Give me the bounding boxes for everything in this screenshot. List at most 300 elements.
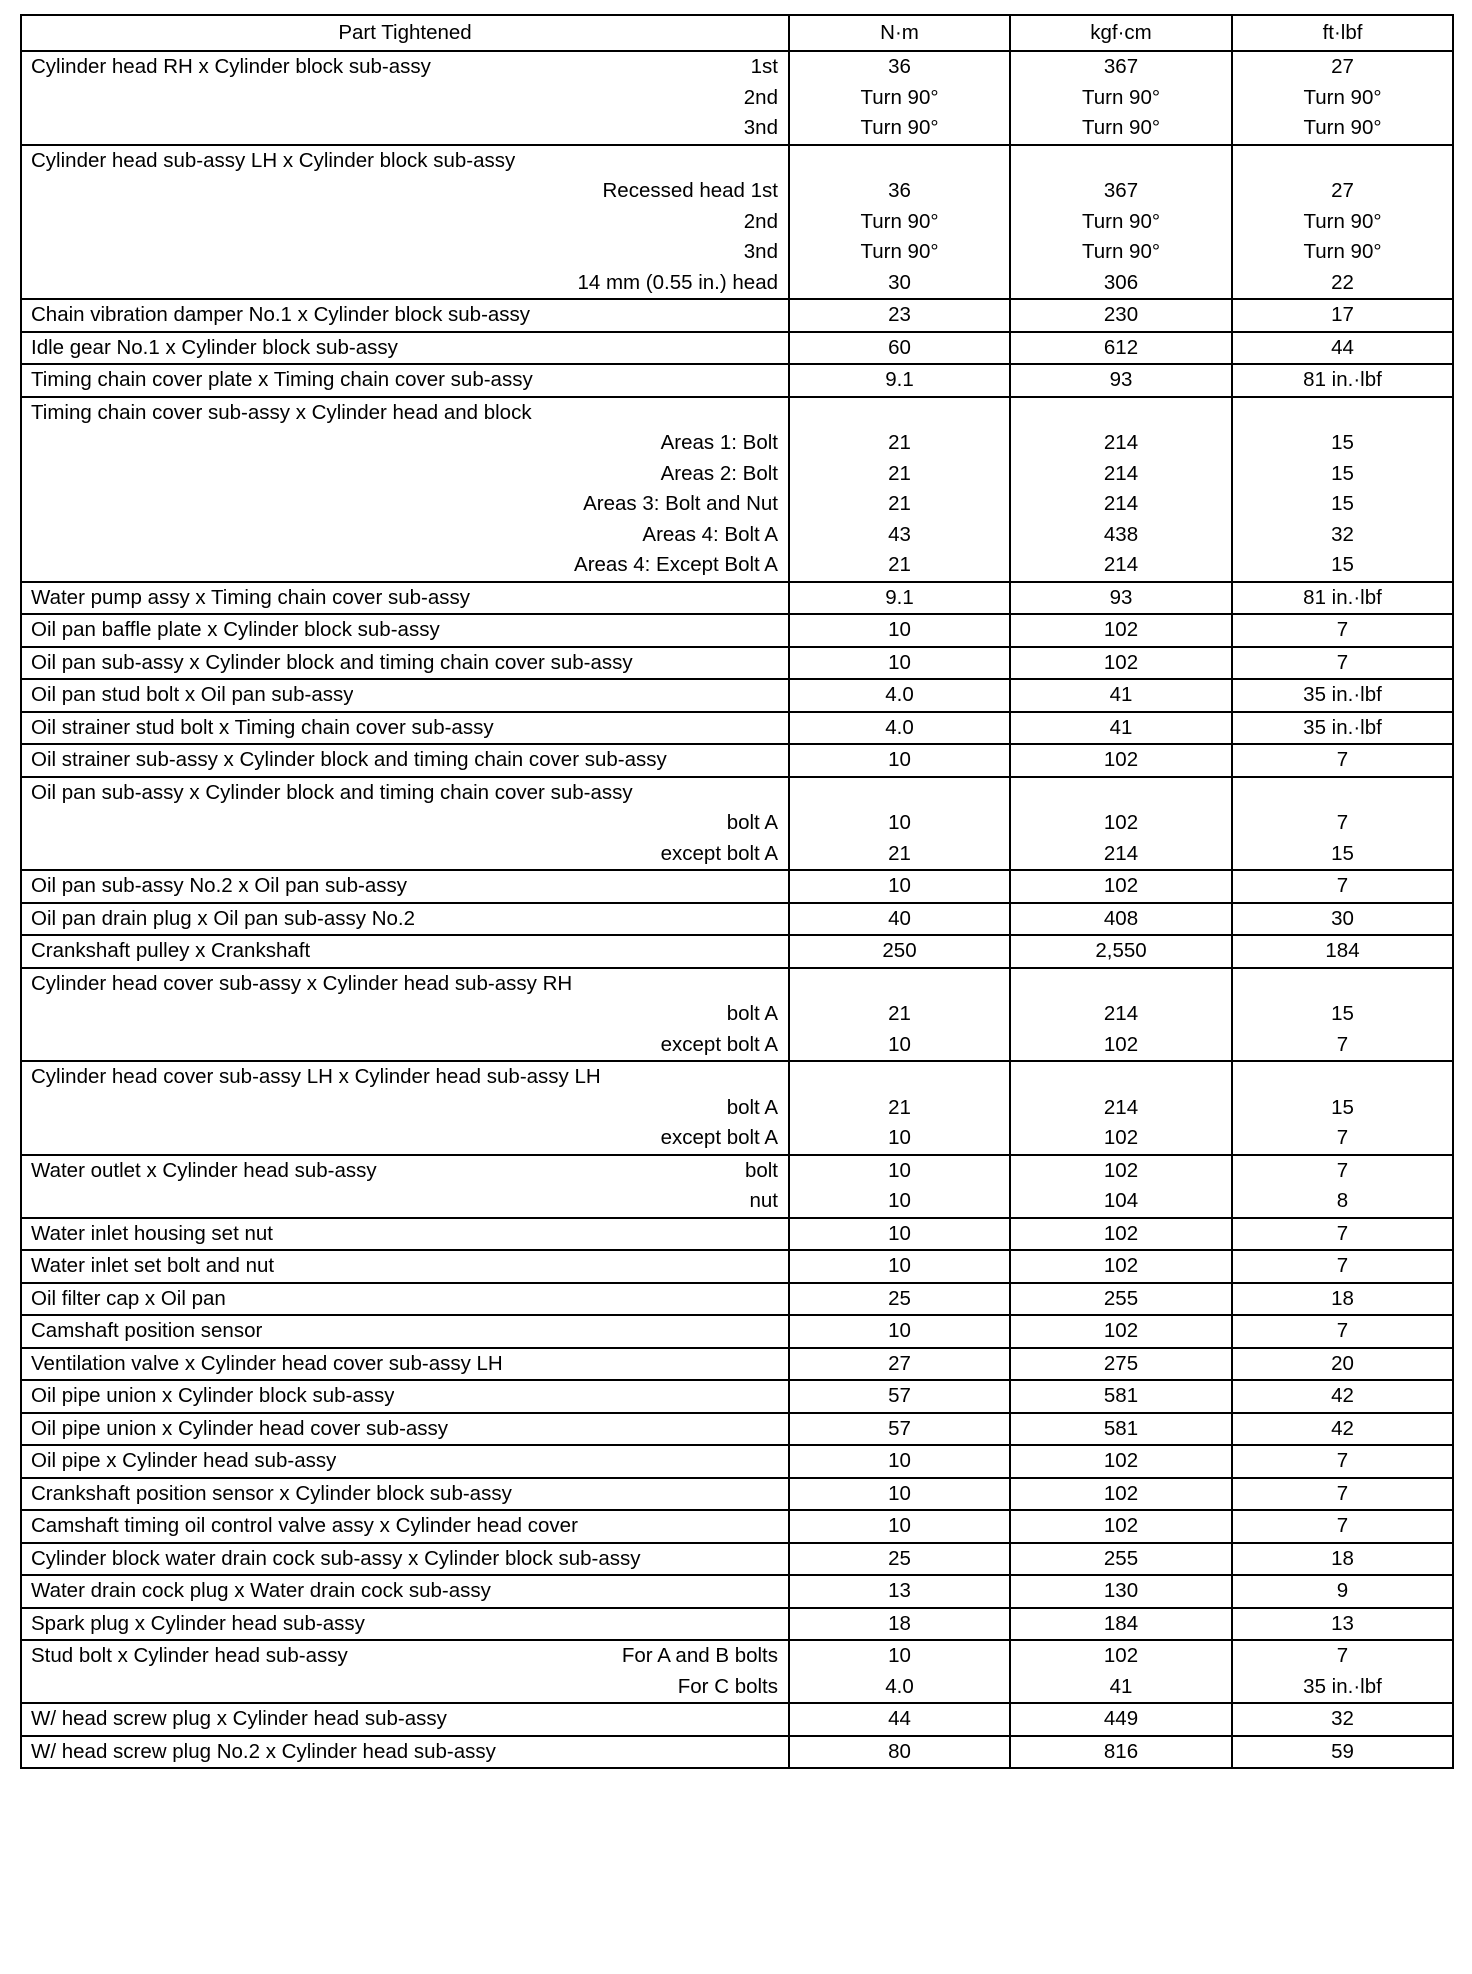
table-row: [21, 1510, 1453, 1543]
part-cell: [21, 1543, 789, 1576]
torque-value: 214: [1103, 553, 1139, 576]
nm-value-cell: [789, 1283, 1010, 1316]
part-cell: [21, 647, 789, 680]
kgf-cm-value-cell: [1010, 679, 1232, 712]
nm-value-cell: [789, 364, 1010, 397]
torque-value: 22: [1331, 270, 1354, 294]
part-line: [22, 1284, 788, 1315]
part-label: Water outlet x Cylinder head sub-assy: [31, 1158, 377, 1182]
kgf-cm-value-cell: [1010, 1413, 1232, 1446]
part-line: [22, 520, 788, 551]
header-kgf-cm: kgf·cm: [1010, 15, 1232, 51]
torque-value: 102: [1103, 618, 1139, 641]
part-label: Water drain cock plug x Water drain cock sub-assy: [31, 1579, 491, 1602]
torque-value: 10: [888, 1221, 911, 1245]
torque-value: 21: [888, 461, 911, 485]
part-cell: [21, 1061, 789, 1155]
part-sublabel: 2nd: [743, 85, 778, 109]
part-label: Stud bolt x Cylinder head sub-assy: [31, 1644, 348, 1667]
torque-value: 8: [1336, 1189, 1349, 1212]
ft-lbf-value-cell: [1232, 647, 1453, 680]
ft-lbf-value-cell: [1232, 903, 1453, 936]
nm-value-cell: [789, 647, 1010, 680]
nm-value-cell: [789, 614, 1010, 647]
part-line: [22, 680, 788, 711]
table-row: [21, 299, 1453, 332]
torque-value: 17: [1331, 303, 1354, 326]
torque-value: 102: [1103, 650, 1139, 674]
kgf-cm-value-cell: [1010, 1640, 1232, 1703]
torque-value: [1011, 969, 1231, 1000]
torque-value: 9.1: [885, 368, 914, 391]
torque-value: 44: [1331, 335, 1354, 359]
nm-value-cell: [789, 1510, 1010, 1543]
torque-value: 9.1: [885, 585, 914, 609]
ft-lbf-value-cell: [1232, 1250, 1453, 1283]
torque-value: 36: [888, 55, 911, 78]
table-row: [21, 1575, 1453, 1608]
ft-lbf-value-cell: [1232, 968, 1453, 1062]
torque-value: [1011, 146, 1231, 177]
part-line: [22, 871, 788, 902]
ft-lbf-value-cell: [1232, 1445, 1453, 1478]
nm-value-cell: [789, 1703, 1010, 1736]
nm-value-cell: [789, 903, 1010, 936]
torque-value: Turn 90°: [860, 209, 939, 233]
header-nm: N·m: [789, 15, 1010, 51]
torque-value: 32: [1331, 522, 1354, 546]
torque-value: [1233, 778, 1452, 809]
kgf-cm-value-cell: [1010, 145, 1232, 300]
torque-value: 60: [888, 335, 911, 359]
kgf-cm-value-cell: [1010, 647, 1232, 680]
torque-value: 21: [888, 1095, 911, 1119]
torque-value: 27: [1331, 179, 1354, 202]
kgf-cm-value-cell: [1010, 1736, 1232, 1769]
table-row: [21, 1061, 1453, 1155]
part-line: [22, 52, 788, 83]
torque-value: 25: [888, 1546, 911, 1570]
ft-lbf-value-cell: [1232, 397, 1453, 582]
part-cell: [21, 51, 789, 145]
torque-value: 81 in.·lbf: [1303, 585, 1382, 609]
header-row: [21, 15, 1453, 51]
part-label: Cylinder head cover sub-assy LH x Cylinder head sub-assy LH: [31, 1065, 601, 1088]
part-cell: [21, 1736, 789, 1769]
kgf-cm-value-cell: [1010, 903, 1232, 936]
torque-value: 7: [1336, 1126, 1349, 1149]
part-cell: [21, 1575, 789, 1608]
torque-value: 214: [1103, 492, 1139, 515]
part-label: Cylinder head cover sub-assy x Cylinder head sub-assy RH: [31, 971, 573, 995]
part-sublabel: bolt A: [726, 1002, 778, 1025]
part-line: [22, 1349, 788, 1380]
torque-value: 102: [1103, 1644, 1139, 1667]
torque-value: 102: [1103, 748, 1139, 771]
part-cell: [21, 744, 789, 777]
part-label: Water inlet set bolt and nut: [31, 1254, 275, 1277]
nm-value-cell: [789, 1575, 1010, 1608]
part-sublabel: except bolt A: [660, 1126, 778, 1149]
part-label: Timing chain cover plate x Timing chain cover sub-assy: [31, 368, 533, 391]
ft-lbf-value-cell: [1232, 614, 1453, 647]
torque-value: 581: [1103, 1416, 1139, 1440]
ft-lbf-value-cell: [1232, 1640, 1453, 1703]
torque-value: 184: [1103, 1611, 1139, 1635]
torque-value: 57: [888, 1416, 911, 1440]
torque-value: Turn 90°: [1303, 240, 1382, 263]
part-line: [22, 398, 788, 429]
ft-lbf-value-cell: [1232, 744, 1453, 777]
torque-value: 10: [888, 1644, 911, 1667]
torque-value: 102: [1103, 1514, 1139, 1537]
part-line: [22, 1641, 788, 1672]
kgf-cm-value-cell: [1010, 1155, 1232, 1218]
nm-value-cell: [789, 397, 1010, 582]
table-row: [21, 1736, 1453, 1769]
part-line: [22, 550, 788, 581]
part-label: Crankshaft position sensor x Cylinder block sub-assy: [31, 1481, 512, 1505]
torque-value: 214: [1103, 1095, 1139, 1119]
part-cell: [21, 870, 789, 903]
part-line: [22, 1737, 788, 1768]
part-label: Oil pipe x Cylinder head sub-assy: [31, 1449, 337, 1472]
part-line: [22, 1093, 788, 1124]
torque-value: 10: [888, 1481, 911, 1505]
torque-value: 102: [1103, 1158, 1139, 1182]
nm-value-cell: [789, 712, 1010, 745]
torque-value: 7: [1336, 1254, 1349, 1277]
torque-value: 20: [1331, 1351, 1354, 1375]
torque-value: [1233, 398, 1452, 429]
part-cell: [21, 1283, 789, 1316]
part-line: [22, 969, 788, 1000]
torque-value: 10: [888, 1449, 911, 1472]
part-label: Water inlet housing set nut: [31, 1221, 273, 1245]
table-row: [21, 903, 1453, 936]
part-line: [22, 808, 788, 839]
torque-value: 214: [1103, 461, 1139, 485]
ft-lbf-value-cell: [1232, 1283, 1453, 1316]
table-row: [21, 614, 1453, 647]
table-row: [21, 145, 1453, 300]
part-label: Oil strainer sub-assy x Cylinder block and timing chain cover sub-assy: [31, 748, 667, 771]
header-part-tightened: Part Tightened: [21, 15, 789, 51]
nm-value-cell: [789, 1736, 1010, 1769]
table-row: [21, 1478, 1453, 1511]
part-sublabel: bolt A: [726, 1095, 778, 1119]
torque-value: Turn 90°: [860, 85, 939, 109]
part-cell: [21, 1608, 789, 1641]
part-line: [22, 1609, 788, 1640]
part-cell: [21, 1315, 789, 1348]
torque-value: 581: [1103, 1384, 1139, 1407]
torque-value: 102: [1103, 811, 1139, 834]
torque-value: 13: [1331, 1611, 1354, 1635]
torque-value: 7: [1336, 748, 1349, 771]
part-sublabel: Recessed head 1st: [602, 179, 778, 202]
ft-lbf-value-cell: [1232, 1218, 1453, 1251]
table-row: [21, 364, 1453, 397]
torque-value: Turn 90°: [1081, 240, 1161, 263]
torque-value: [790, 146, 1009, 177]
kgf-cm-value-cell: [1010, 299, 1232, 332]
ft-lbf-value-cell: [1232, 777, 1453, 871]
torque-value: 102: [1103, 1221, 1139, 1245]
torque-value: 449: [1103, 1707, 1139, 1730]
kgf-cm-value-cell: [1010, 777, 1232, 871]
torque-value: 130: [1103, 1579, 1139, 1602]
torque-value: Turn 90°: [1081, 116, 1161, 139]
nm-value-cell: [789, 299, 1010, 332]
torque-value: 15: [1331, 461, 1354, 485]
torque-value: 25: [888, 1286, 911, 1310]
nm-value-cell: [789, 1413, 1010, 1446]
torque-value: Turn 90°: [860, 116, 939, 139]
torque-value: 10: [888, 1319, 911, 1342]
torque-value: 40: [888, 906, 911, 930]
part-line: [22, 713, 788, 744]
torque-value: 104: [1103, 1189, 1139, 1212]
part-line: [22, 1511, 788, 1542]
torque-value: Turn 90°: [1303, 85, 1382, 109]
torque-value: 10: [888, 1514, 911, 1537]
torque-value: 18: [888, 1611, 911, 1635]
part-sublabel: For A and B bolts: [621, 1644, 778, 1667]
torque-value: 102: [1103, 1254, 1139, 1277]
table-row: [21, 647, 1453, 680]
kgf-cm-value-cell: [1010, 935, 1232, 968]
part-cell: [21, 1445, 789, 1478]
torque-value: 10: [888, 874, 911, 897]
torque-value: 42: [1331, 1384, 1354, 1407]
torque-value: 10: [888, 1158, 911, 1182]
header-ft-lbf: ft·lbf: [1232, 15, 1453, 51]
table-row: [21, 870, 1453, 903]
kgf-cm-value-cell: [1010, 1250, 1232, 1283]
torque-value: 7: [1336, 1158, 1349, 1182]
part-line: [22, 489, 788, 520]
nm-value-cell: [789, 1155, 1010, 1218]
part-line: [22, 459, 788, 490]
torque-value: 10: [888, 811, 911, 834]
part-cell: [21, 968, 789, 1062]
part-cell: [21, 1478, 789, 1511]
part-line: [22, 333, 788, 364]
torque-value: 21: [888, 1002, 911, 1025]
table-row: [21, 1250, 1453, 1283]
torque-value: 7: [1336, 1514, 1349, 1537]
ft-lbf-value-cell: [1232, 299, 1453, 332]
torque-specification-table: [20, 14, 1454, 1769]
nm-value-cell: [789, 744, 1010, 777]
part-cell: [21, 145, 789, 300]
kgf-cm-value-cell: [1010, 1543, 1232, 1576]
torque-value: 15: [1331, 1002, 1354, 1025]
torque-value: 7: [1336, 1481, 1349, 1505]
part-line: [22, 113, 788, 144]
part-cell: [21, 903, 789, 936]
part-line: [22, 1062, 788, 1093]
torque-value: 2,550: [1095, 939, 1147, 962]
torque-value: 41: [1109, 715, 1133, 739]
ft-lbf-value-cell: [1232, 51, 1453, 145]
torque-value: 367: [1103, 55, 1139, 78]
table-row: [21, 968, 1453, 1062]
part-sublabel: except bolt A: [660, 841, 778, 865]
table-row: [21, 1445, 1453, 1478]
torque-value: 41: [1109, 1674, 1133, 1698]
torque-value: 214: [1103, 1002, 1139, 1025]
torque-value: 7: [1336, 1032, 1349, 1056]
table-row: [21, 51, 1453, 145]
table-row: [21, 1703, 1453, 1736]
torque-value: 15: [1331, 553, 1354, 576]
ft-lbf-value-cell: [1232, 1315, 1453, 1348]
torque-value: 35 in.·lbf: [1303, 683, 1382, 706]
nm-value-cell: [789, 777, 1010, 871]
torque-value: 102: [1103, 1449, 1139, 1472]
part-line: [22, 745, 788, 776]
table-row: [21, 1640, 1453, 1703]
part-line: [22, 839, 788, 870]
part-line: [22, 365, 788, 396]
torque-value: 15: [1331, 1095, 1354, 1119]
part-sublabel: 3nd: [743, 116, 778, 139]
torque-value: 93: [1109, 368, 1133, 391]
kgf-cm-value-cell: [1010, 1380, 1232, 1413]
kgf-cm-value-cell: [1010, 397, 1232, 582]
part-sublabel: bolt: [744, 1158, 778, 1182]
part-line: [22, 1446, 788, 1477]
part-label: Oil pipe union x Cylinder block sub-assy: [31, 1384, 395, 1407]
part-sublabel: nut: [749, 1189, 778, 1212]
torque-value: 10: [888, 1254, 911, 1277]
part-label: Camshaft position sensor: [31, 1319, 263, 1342]
part-label: W/ head screw plug x Cylinder head sub-assy: [31, 1707, 447, 1730]
kgf-cm-value-cell: [1010, 1478, 1232, 1511]
part-cell: [21, 332, 789, 365]
table-row: [21, 582, 1453, 615]
ft-lbf-value-cell: [1232, 1608, 1453, 1641]
torque-value: 612: [1103, 335, 1139, 359]
kgf-cm-value-cell: [1010, 712, 1232, 745]
torque-value: [790, 1062, 1009, 1093]
nm-value-cell: [789, 935, 1010, 968]
torque-value: [1011, 1062, 1231, 1093]
part-line: [22, 648, 788, 679]
torque-value: 21: [888, 431, 911, 454]
part-line: [22, 1123, 788, 1154]
nm-value-cell: [789, 1478, 1010, 1511]
torque-value: 275: [1103, 1351, 1139, 1375]
ft-lbf-value-cell: [1232, 1155, 1453, 1218]
part-line: [22, 1186, 788, 1217]
torque-value: 15: [1331, 492, 1354, 515]
torque-value: 23: [888, 303, 911, 326]
ft-lbf-value-cell: [1232, 1380, 1453, 1413]
part-cell: [21, 1155, 789, 1218]
torque-value: 102: [1103, 1481, 1139, 1505]
torque-value: 18: [1331, 1286, 1354, 1310]
table-row: [21, 777, 1453, 871]
torque-value: 250: [882, 939, 917, 962]
table-row: [21, 1543, 1453, 1576]
nm-value-cell: [789, 1061, 1010, 1155]
torque-value: 255: [1103, 1546, 1139, 1570]
part-line: [22, 428, 788, 459]
ft-lbf-value-cell: [1232, 1703, 1453, 1736]
kgf-cm-value-cell: [1010, 1575, 1232, 1608]
part-cell: [21, 582, 789, 615]
part-sublabel: 2nd: [743, 209, 778, 233]
part-cell: [21, 1380, 789, 1413]
part-label: Camshaft timing oil control valve assy x Cylinder head cover: [31, 1514, 578, 1537]
part-cell: [21, 1703, 789, 1736]
nm-value-cell: [789, 870, 1010, 903]
torque-value: 80: [888, 1739, 911, 1763]
torque-value: 44: [888, 1707, 911, 1730]
ft-lbf-value-cell: [1232, 1061, 1453, 1155]
torque-value: 30: [888, 270, 911, 294]
torque-value: Turn 90°: [860, 240, 939, 263]
part-sublabel: 3nd: [743, 240, 778, 263]
part-line: [22, 1156, 788, 1187]
torque-value: 438: [1103, 522, 1139, 546]
torque-value: 102: [1103, 1126, 1139, 1149]
torque-value: [1233, 1062, 1452, 1093]
part-label: Oil pan sub-assy x Cylinder block and timing chain cover sub-assy: [31, 780, 633, 804]
table-row: [21, 1315, 1453, 1348]
nm-value-cell: [789, 1250, 1010, 1283]
torque-value: 367: [1103, 179, 1139, 202]
ft-lbf-value-cell: [1232, 935, 1453, 968]
kgf-cm-value-cell: [1010, 870, 1232, 903]
torque-value: 10: [888, 618, 911, 641]
part-sublabel: Areas 4: Except Bolt A: [574, 553, 778, 576]
nm-value-cell: [789, 145, 1010, 300]
kgf-cm-value-cell: [1010, 1445, 1232, 1478]
part-line: [22, 1672, 788, 1703]
torque-value: 816: [1103, 1739, 1139, 1763]
ft-lbf-value-cell: [1232, 145, 1453, 300]
kgf-cm-value-cell: [1010, 364, 1232, 397]
torque-value: 21: [888, 492, 911, 515]
torque-value: 255: [1103, 1286, 1139, 1310]
part-cell: [21, 935, 789, 968]
kgf-cm-value-cell: [1010, 968, 1232, 1062]
torque-value: [790, 778, 1009, 809]
table-row: [21, 332, 1453, 365]
torque-value: 30: [1331, 906, 1354, 930]
torque-value: 4.0: [885, 1674, 914, 1698]
torque-value: 9: [1336, 1579, 1349, 1602]
part-label: Spark plug x Cylinder head sub-assy: [31, 1611, 365, 1635]
part-label: W/ head screw plug No.2 x Cylinder head sub-assy: [31, 1739, 496, 1763]
part-line: [22, 999, 788, 1030]
part-line: [22, 778, 788, 809]
kgf-cm-value-cell: [1010, 614, 1232, 647]
part-line: [22, 1251, 788, 1282]
part-label: Oil pan sub-assy No.2 x Oil pan sub-assy: [31, 874, 407, 897]
table-row: [21, 1218, 1453, 1251]
table-row: [21, 679, 1453, 712]
torque-value: 21: [888, 841, 911, 865]
nm-value-cell: [789, 679, 1010, 712]
nm-value-cell: [789, 51, 1010, 145]
part-cell: [21, 1348, 789, 1381]
part-cell: [21, 1640, 789, 1703]
